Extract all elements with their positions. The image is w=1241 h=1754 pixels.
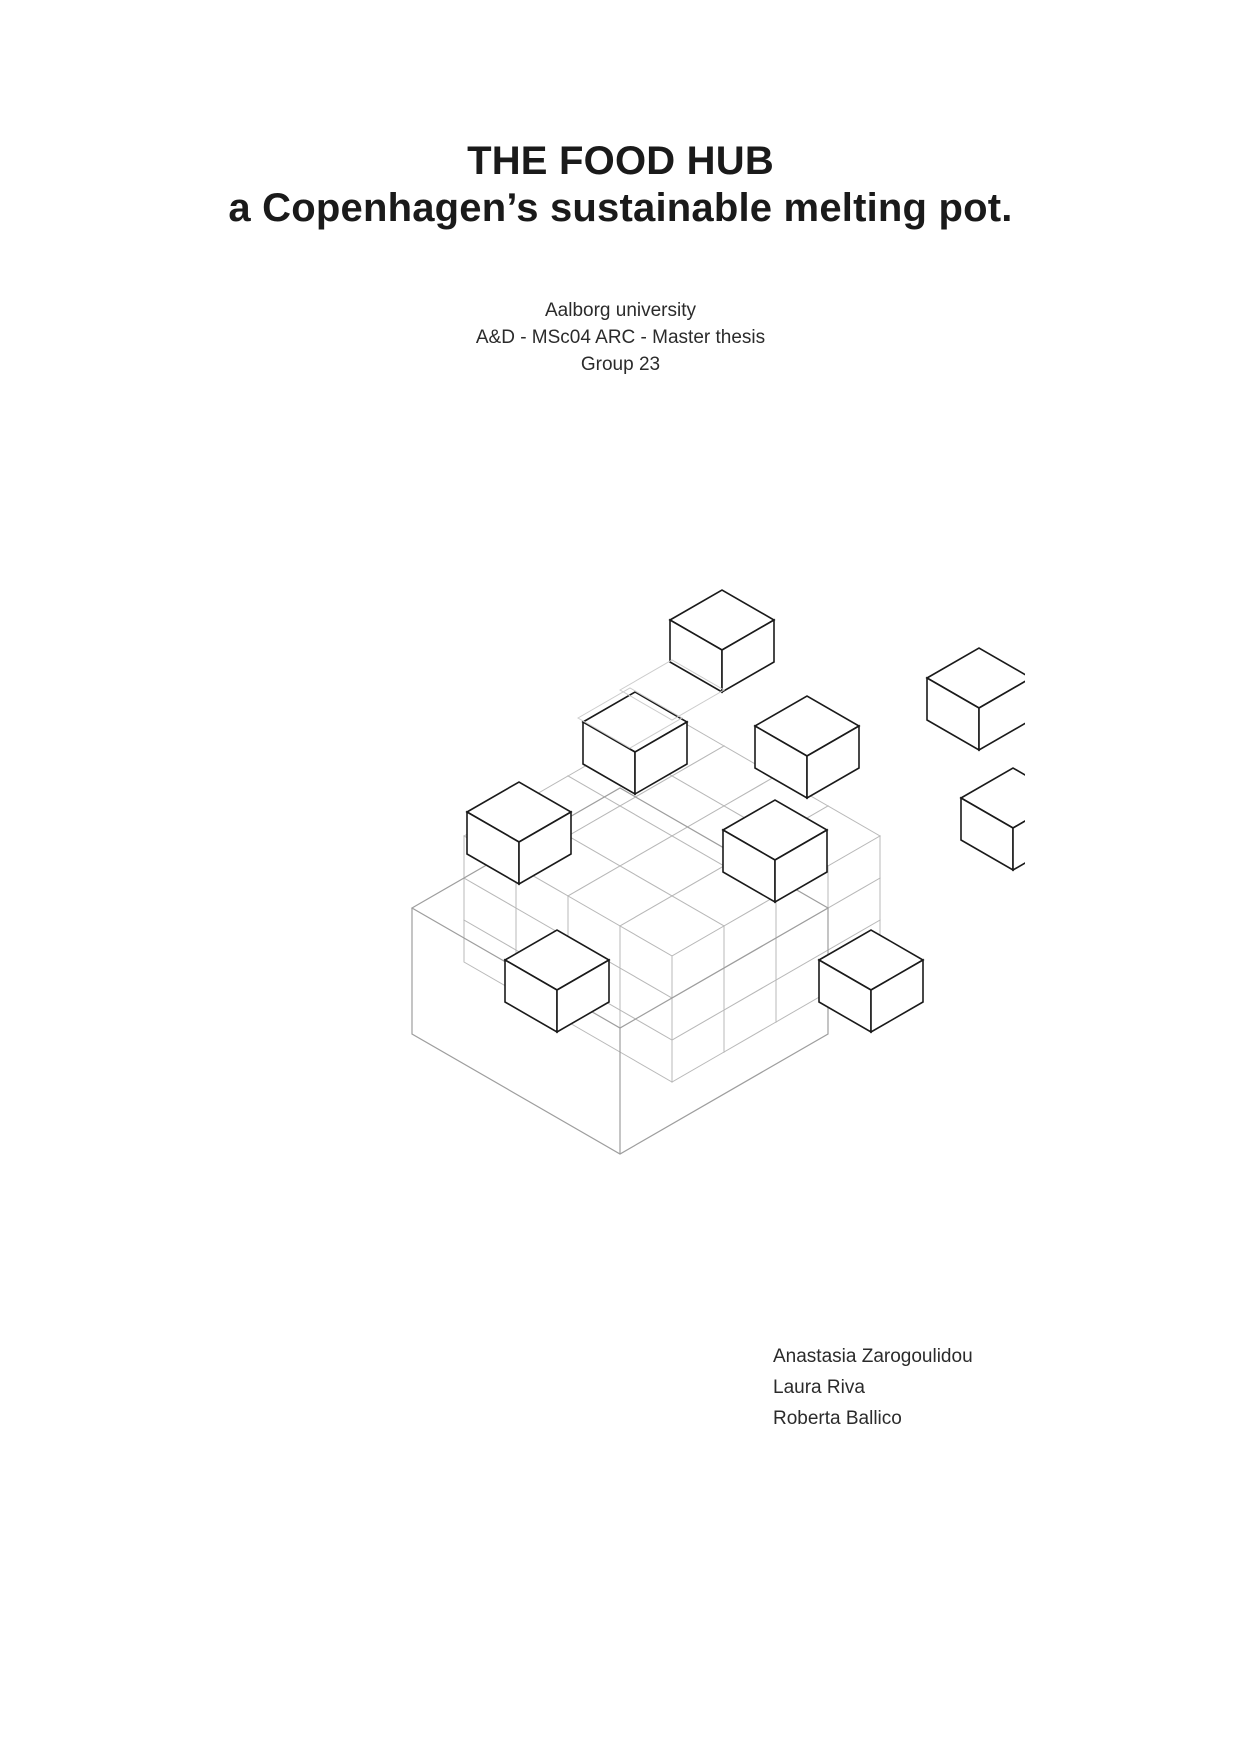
authors-list — [773, 1342, 973, 1434]
title-line-sub: a Copenhagen’s sustainable melting pot. — [228, 186, 1013, 231]
isometric-stacked-cubes-diagram — [215, 560, 1025, 1220]
subtitle-block — [0, 298, 1241, 379]
subtitle-group: Group 23 — [580, 353, 661, 375]
author-3: Roberta Ballico — [773, 1407, 902, 1429]
subtitle-university: Aalborg university — [544, 300, 697, 321]
author-1: Anastasia Zarogoulidou — [773, 1346, 973, 1367]
title-line-main: THE FOOD HUB — [467, 139, 774, 183]
author-2: Laura Riva — [773, 1376, 865, 1398]
page-title — [0, 138, 1241, 232]
subtitle-course: A&D - MSc04 ARC - Master thesis — [475, 326, 766, 348]
